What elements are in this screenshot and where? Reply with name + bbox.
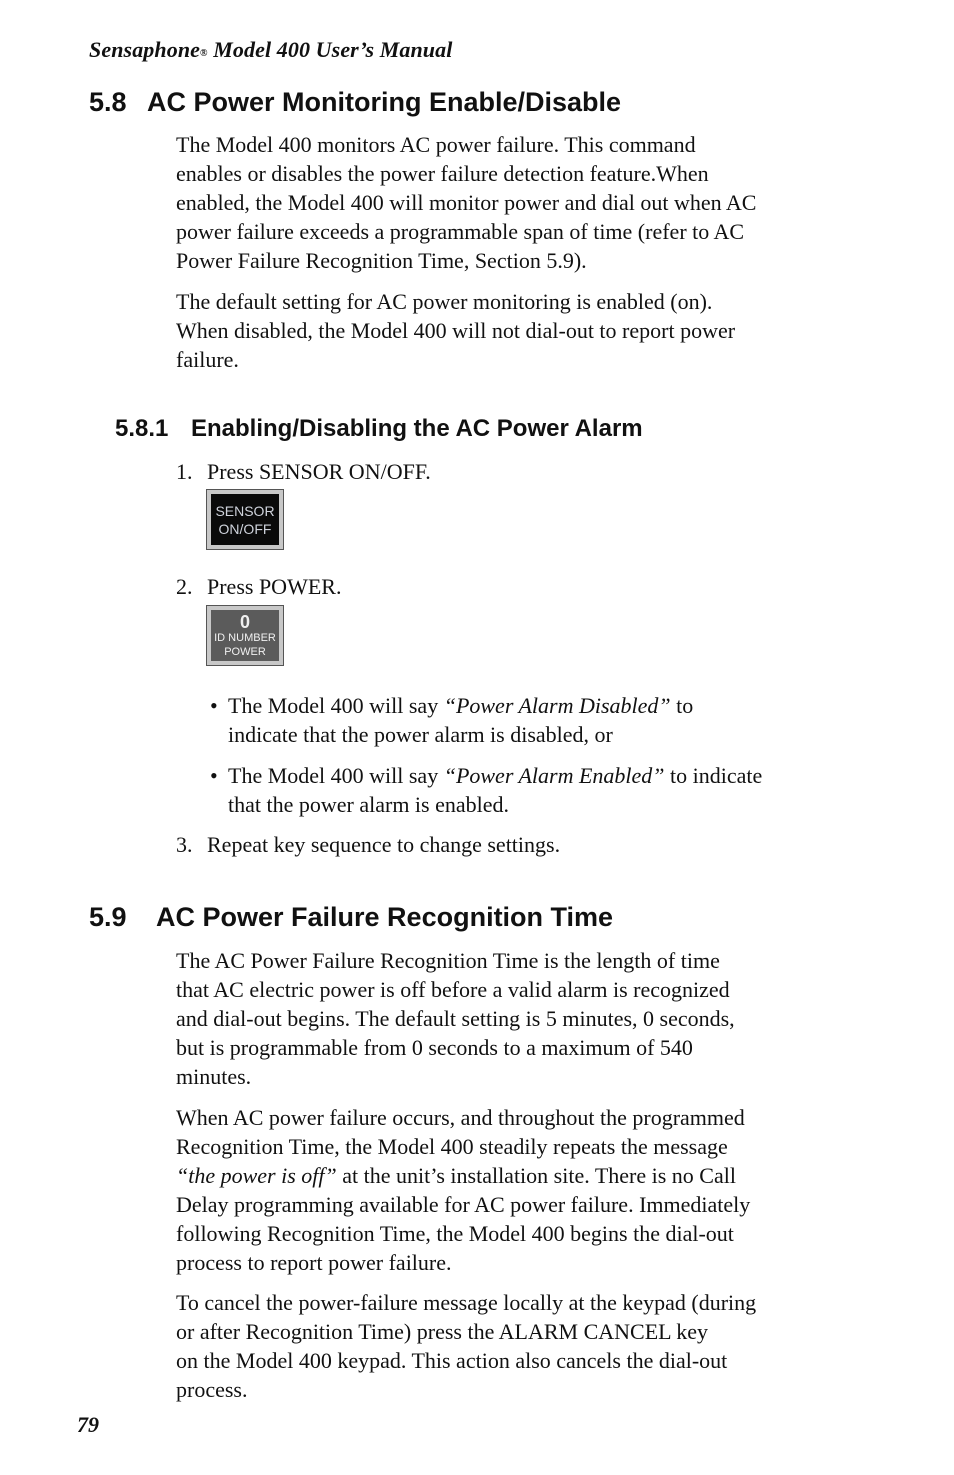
text-line: following Recognition Time, the Model 400 begins the dial-out xyxy=(176,1221,734,1246)
quoted-message: “Power Alarm Enabled” xyxy=(443,763,665,788)
text-line: The Model 400 monitors AC power failure. This command xyxy=(176,132,696,157)
header-title: Model 400 User’s Manual xyxy=(207,37,453,62)
bullet-alarm-enabled xyxy=(210,761,830,819)
text-line: power failure exceeds a programmable span of time (refer to AC xyxy=(176,219,745,244)
section-heading-5-8-1 xyxy=(115,415,643,443)
step-number: 2. xyxy=(176,574,193,599)
bullet-dot: • xyxy=(210,763,218,788)
section-number: 5.8 xyxy=(89,87,127,117)
bullet-alarm-disabled xyxy=(210,691,830,749)
step-text: Press POWER. xyxy=(207,574,342,599)
text-line: The AC Power Failure Recognition Time is the length of time xyxy=(176,948,720,973)
key-label-line2: ON/OFF xyxy=(218,520,272,537)
paragraph-default-setting xyxy=(176,287,836,374)
sensor-on-off-key[interactable] xyxy=(206,489,284,550)
paragraph-cancel-message xyxy=(176,1288,836,1404)
section-number: 5.8.1 xyxy=(115,415,169,442)
paragraph-recognition-time xyxy=(176,946,836,1091)
text-line: and dial-out begins. The default setting is 5 minutes, 0 seconds, xyxy=(176,1006,735,1031)
text-line: failure. xyxy=(176,347,239,372)
step-1 xyxy=(176,457,431,486)
registered-mark: ® xyxy=(200,48,208,59)
text-line: process. xyxy=(176,1377,248,1402)
section-number: 5.9 xyxy=(89,902,127,932)
bullet-dot: • xyxy=(210,693,218,718)
text-run: The Model 400 will say xyxy=(228,763,444,788)
header-brand: Sensaphone xyxy=(89,37,201,62)
text-line: Delay programming available for AC power failure. Immediately xyxy=(176,1192,751,1217)
key-label-line2: POWER xyxy=(224,645,266,658)
text-line: The default setting for AC power monitoring is enabled (on). xyxy=(176,289,713,314)
text-line: enables or disables the power failure detection feature.When xyxy=(176,161,709,186)
text-line: but is programmable from 0 seconds to a maximum of 540 xyxy=(176,1035,693,1060)
text-line: When disabled, the Model 400 will not dial-out to report power xyxy=(176,318,736,343)
text-run: that the power alarm is enabled. xyxy=(228,792,510,817)
step-text: Repeat key sequence to change settings. xyxy=(207,832,561,857)
text-line: on the Model 400 keypad. This action also cancels the dial-out xyxy=(176,1348,728,1373)
text-line: When AC power failure occurs, and throughout the programmed xyxy=(176,1105,745,1130)
text-line: that AC electric power is off before a valid alarm is recognized xyxy=(176,977,730,1002)
text-line: Recognition Time, the Model 400 steadily repeats the message xyxy=(176,1134,728,1159)
paragraph-power-failure-message xyxy=(176,1103,836,1277)
section-title: AC Power Failure Recognition Time xyxy=(156,902,614,932)
step-2 xyxy=(176,572,341,601)
key-label-line1: ID NUMBER xyxy=(214,631,276,644)
text-run: to indicate xyxy=(664,763,763,788)
text-run: at the unit’s installation site. There is no Call xyxy=(336,1163,736,1188)
quoted-message: “Power Alarm Disabled” xyxy=(443,693,671,718)
section-title: Enabling/Disabling the AC Power Alarm xyxy=(191,415,643,442)
text-line: To cancel the power-failure message locally at the keypad (during xyxy=(176,1290,757,1315)
text-run: The Model 400 will say xyxy=(228,693,444,718)
text-line: enabled, the Model 400 will monitor power and dial out when AC xyxy=(176,190,757,215)
page-number: 79 xyxy=(77,1412,99,1437)
text-line: Power Failure Recognition Time, Section 5.9). xyxy=(176,248,587,273)
step-number: 3. xyxy=(176,832,193,857)
running-header xyxy=(89,37,452,63)
text-run: indicate that the power alarm is disabled, or xyxy=(228,722,613,747)
text-line: minutes. xyxy=(176,1064,252,1089)
step-number: 1. xyxy=(176,459,193,484)
section-heading-5-9 xyxy=(89,901,613,933)
section-title: AC Power Monitoring Enable/Disable xyxy=(147,87,622,117)
key-label-line1: SENSOR xyxy=(215,502,275,519)
key-face xyxy=(211,610,279,661)
paragraph-ac-monitoring-intro xyxy=(176,130,836,275)
key-face xyxy=(211,494,279,545)
text-run: to xyxy=(670,693,694,718)
quoted-message: “the power is off” xyxy=(176,1163,337,1188)
bullet-text xyxy=(228,761,830,819)
key-digit: 0 xyxy=(239,611,250,632)
text-line: process to report power failure. xyxy=(176,1250,452,1275)
text-line: or after Recognition Time) press the ALARM CANCEL key xyxy=(176,1319,709,1344)
step-text: Press SENSOR ON/OFF. xyxy=(207,459,431,484)
power-key[interactable] xyxy=(206,605,284,666)
section-heading-5-8 xyxy=(89,86,621,118)
step-3 xyxy=(176,830,560,859)
bullet-text xyxy=(228,691,830,749)
